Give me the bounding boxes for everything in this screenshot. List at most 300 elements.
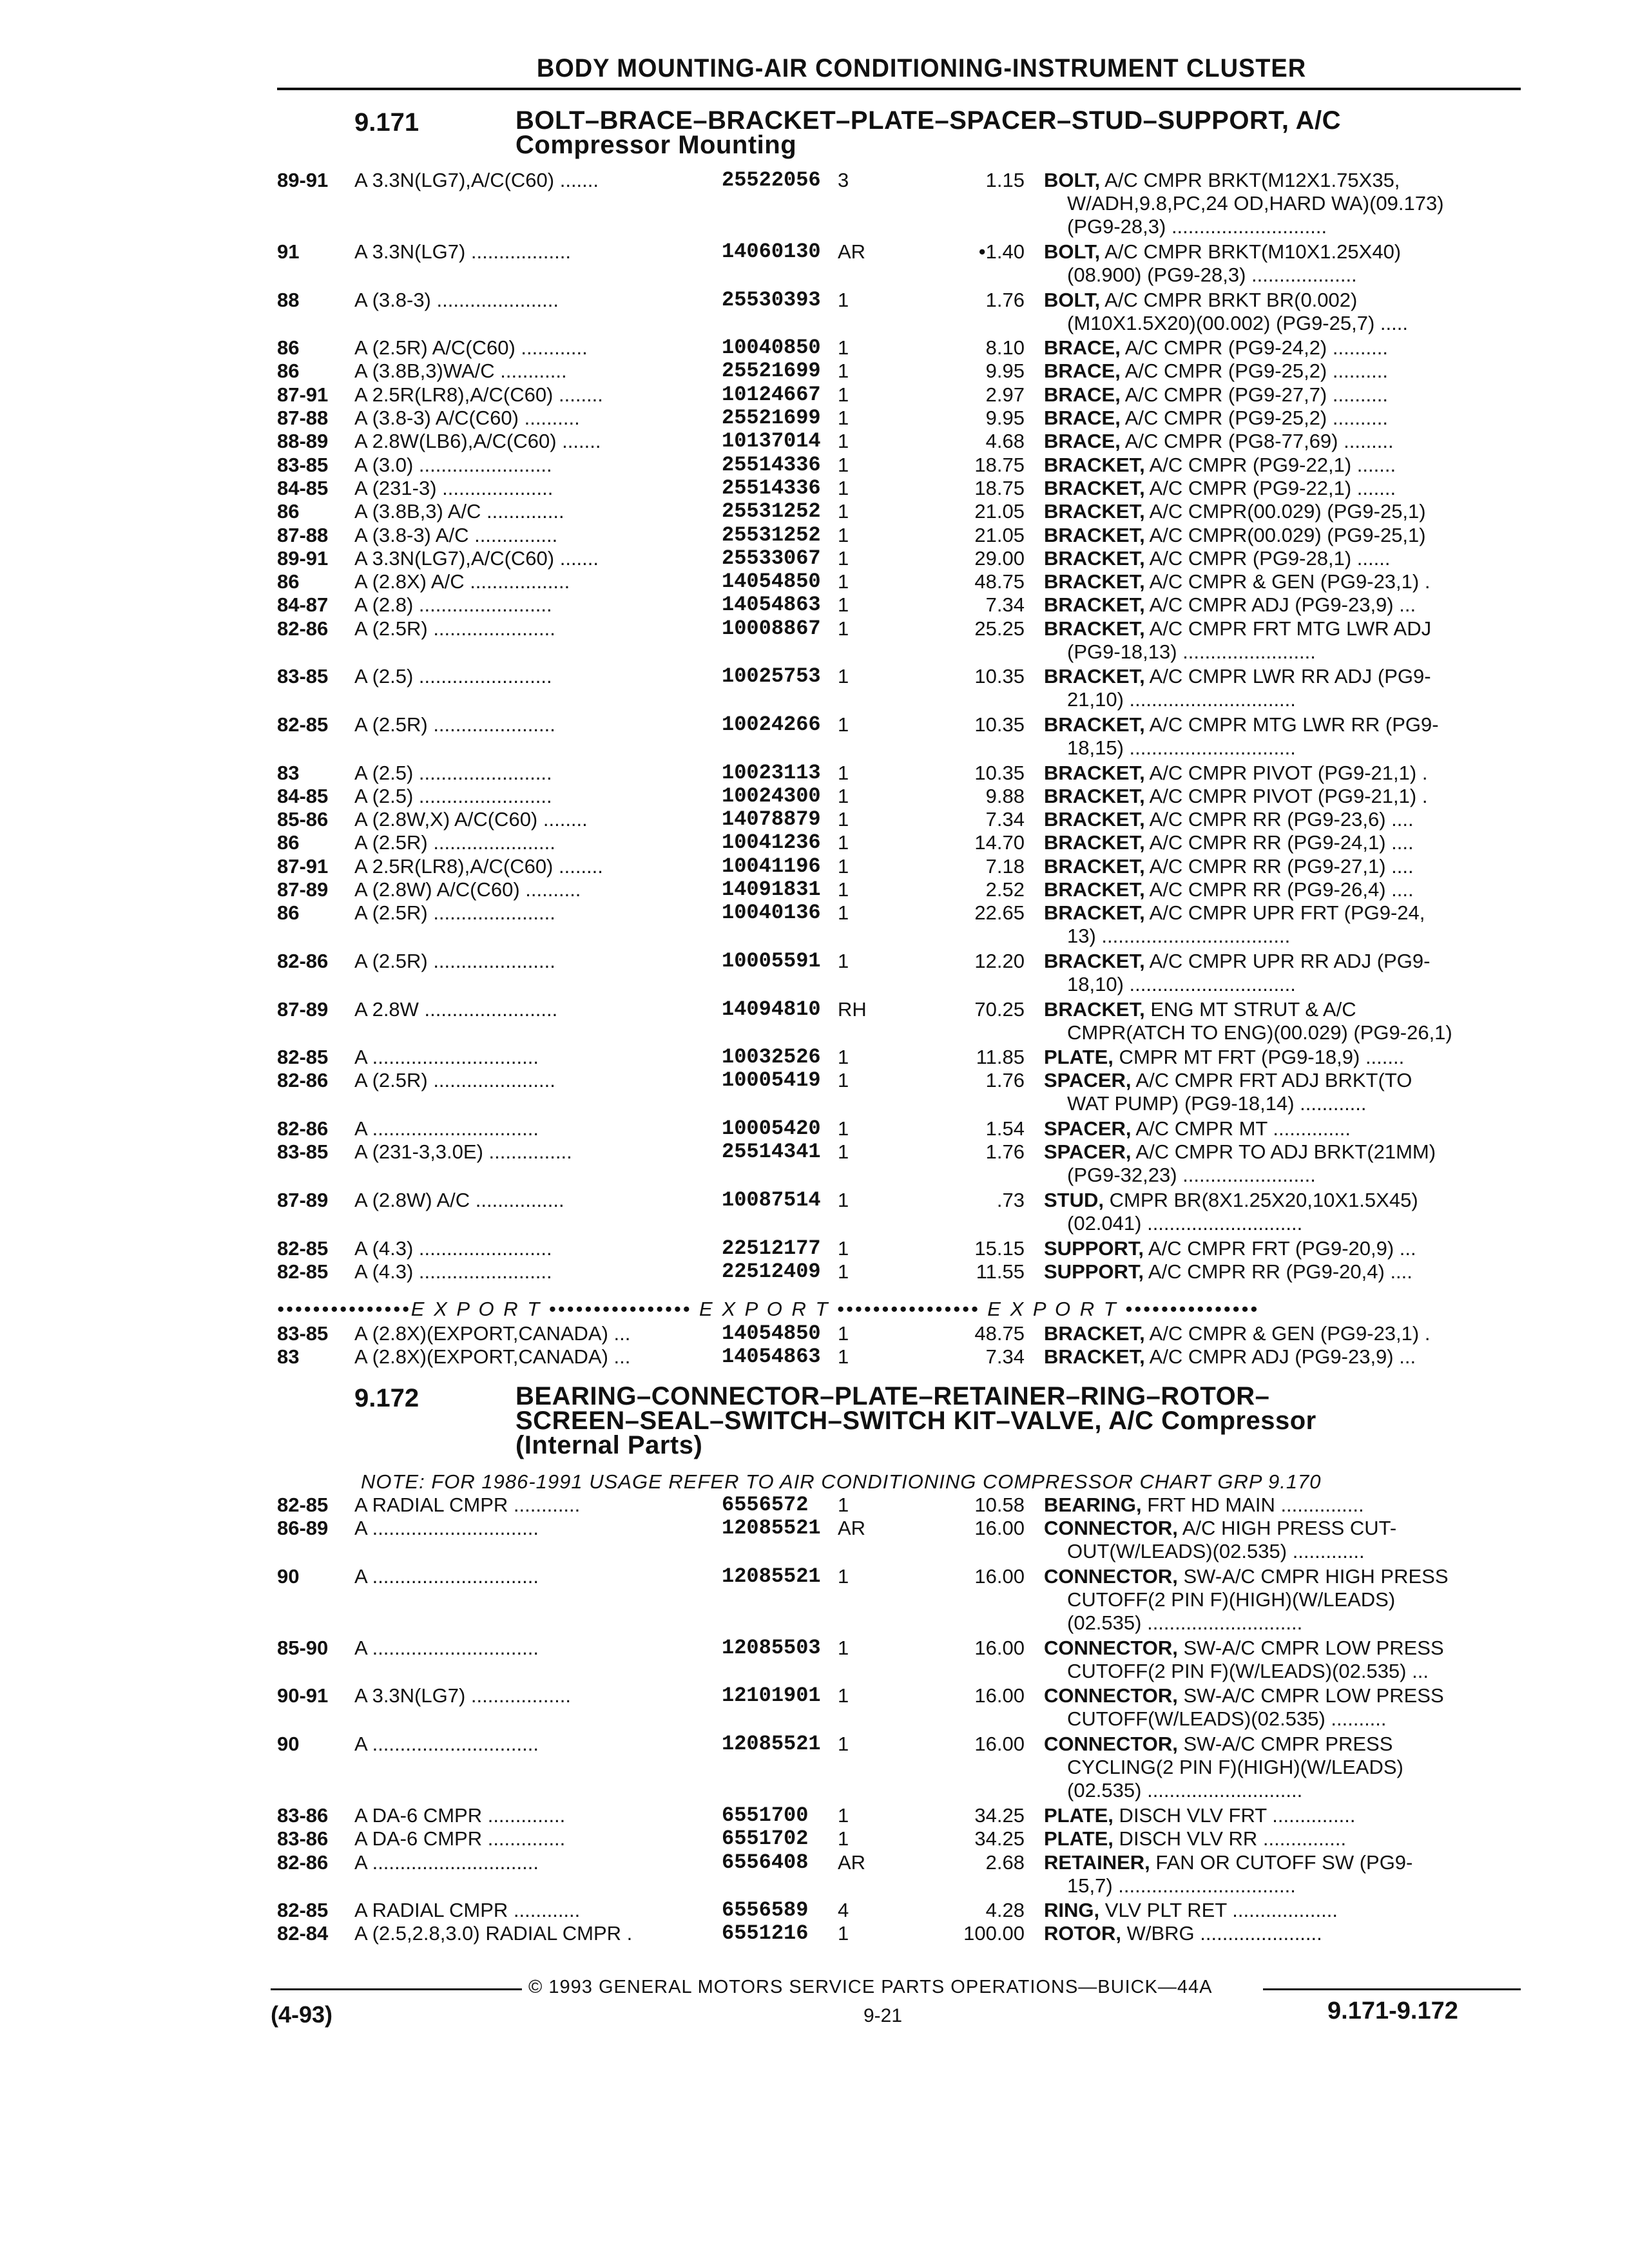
table-row <box>277 336 1566 360</box>
part-number: 14054850 <box>722 1321 821 1345</box>
price: 4.68 <box>985 430 1025 453</box>
model-years: 82-85 <box>277 1236 329 1260</box>
part-name-description <box>1044 1117 1547 1140</box>
price: 21.05 <box>974 500 1025 523</box>
quantity: 1 <box>838 570 849 593</box>
description-line: BRACE, A/C CMPR (PG9-27,7) .......... <box>1044 383 1388 406</box>
part-name-description <box>1044 762 1547 785</box>
usage-description: A (4.3) ........................ <box>354 1260 552 1283</box>
description-line: BRACKET, A/C CMPR & GEN (PG9-23,1) . <box>1044 1322 1431 1345</box>
part-name-description <box>1044 950 1547 996</box>
quantity: 1 <box>838 1803 849 1827</box>
quantity: 1 <box>838 831 849 854</box>
part-name-description <box>1044 500 1547 523</box>
description-line: CUTOFF(2 PIN F)(HIGH)(W/LEADS) <box>1067 1588 1396 1611</box>
quantity: AR <box>838 1850 866 1874</box>
price: 1.76 <box>985 1069 1025 1092</box>
part-number: 6551216 <box>722 1921 809 1946</box>
title-rule <box>277 88 1521 90</box>
model-years: 86 <box>277 500 300 523</box>
description-line: PLATE, DISCH VLV RR ............... <box>1044 1827 1347 1850</box>
description-line: OUT(W/LEADS)(02.535) ............. <box>1067 1540 1365 1563</box>
part-number: 14060130 <box>722 239 821 264</box>
table-row <box>277 1322 1566 1345</box>
page-title: BODY MOUNTING-AIR CONDITIONING-INSTRUMENT CLUSTER <box>536 54 1307 82</box>
part-name-description <box>1044 1922 1547 1945</box>
table-row <box>277 1565 1566 1635</box>
model-years: 86 <box>277 831 300 854</box>
model-years: 83-86 <box>277 1827 329 1850</box>
usage-description: A .............................. <box>354 1517 539 1540</box>
quantity: 1 <box>838 430 849 453</box>
usage-description: A (2.8W,X) A/C(C60) ........ <box>354 808 588 831</box>
price: 18.75 <box>974 453 1025 476</box>
price: 9.95 <box>985 360 1025 383</box>
quantity: 1 <box>838 713 849 736</box>
price: 48.75 <box>974 1322 1025 1345</box>
part-name-description <box>1044 1345 1547 1369</box>
description-line: BRACKET, A/C CMPR & GEN (PG9-23,1) . <box>1044 570 1431 593</box>
part-name-description <box>1044 1851 1547 1898</box>
price: 2.68 <box>985 1850 1025 1874</box>
usage-description: A (2.5) ........................ <box>354 784 552 807</box>
table-row <box>277 998 1566 1045</box>
description-line: (M10X1.5X20)(00.002) (PG9-25,7) ..... <box>1067 311 1408 334</box>
model-years: 82-85 <box>277 1046 329 1069</box>
part-number: 25531252 <box>722 499 821 524</box>
usage-description: A .............................. <box>354 1046 539 1069</box>
part-number: 10032526 <box>722 1045 821 1070</box>
model-years: 89-91 <box>277 546 329 570</box>
part-number: 10023113 <box>722 760 821 785</box>
description-line: SPACER, A/C CMPR TO ADJ BRKT(21MM) <box>1044 1140 1436 1164</box>
part-number: 25522056 <box>722 168 821 192</box>
quantity: 1 <box>838 1322 849 1345</box>
model-years: 84-85 <box>277 476 329 499</box>
description-line: SUPPORT, A/C CMPR RR (PG9-20,4) .... <box>1044 1260 1412 1283</box>
model-years: 82-85 <box>277 1260 329 1283</box>
usage-description: A RADIAL CMPR ............ <box>354 1899 581 1922</box>
table-row <box>277 617 1566 664</box>
description-line: (02.041) ............................ <box>1067 1211 1303 1235</box>
table-row <box>277 430 1566 453</box>
description-line: BOLT, A/C CMPR BRKT(M10X1.25X40) <box>1044 240 1402 263</box>
usage-description: A RADIAL CMPR ............ <box>354 1494 581 1516</box>
table-row <box>277 289 1566 336</box>
usage-description: A (231-3) .................... <box>354 476 554 499</box>
price: 2.97 <box>985 383 1025 406</box>
footer-date: (4-93) <box>271 2001 333 2028</box>
price: .73 <box>996 1188 1025 1211</box>
quantity: 1 <box>838 617 849 640</box>
usage-description: A 3.3N(LG7),A/C(C60) ....... <box>354 546 599 570</box>
model-years: 82-84 <box>277 1922 329 1945</box>
description-line: BRACKET, A/C CMPR (PG9-28,1) ...... <box>1044 546 1391 570</box>
part-number: 25514336 <box>722 476 821 500</box>
model-years: 83-86 <box>277 1803 329 1827</box>
usage-note: NOTE: FOR 1986-1991 USAGE REFER TO AIR CONDITIONING COMPRESSOR CHART GRP 9.170 <box>361 1470 1322 1493</box>
description-line: BRACKET, A/C CMPR(00.029) (PG9-25,1) <box>1044 500 1426 523</box>
quantity: 1 <box>838 1046 849 1069</box>
footer-rule-left <box>271 1988 522 1990</box>
part-name-description <box>1044 1804 1547 1827</box>
description-line: BRACKET, A/C CMPR MTG LWR RR (PG9- <box>1044 713 1439 736</box>
part-number: 25530393 <box>722 287 821 312</box>
part-number: 14094810 <box>722 997 821 1021</box>
part-name-description <box>1044 1069 1547 1115</box>
table-row <box>277 808 1566 831</box>
model-years: 86 <box>277 336 300 360</box>
description-line: STUD, CMPR BR(8X1.25X20,10X1.5X45) <box>1044 1188 1418 1211</box>
usage-description: A (231-3,3.0E) ............... <box>354 1140 572 1164</box>
price: 1.54 <box>985 1117 1025 1140</box>
section-title: BOLT–BRACE–BRACKET–PLATE–SPACER–STUD–SUPPORT, A/C Compressor Mounting <box>516 106 1341 159</box>
price: 10.35 <box>974 713 1025 736</box>
description-line: BRACKET, A/C CMPR RR (PG9-24,1) .... <box>1044 831 1414 854</box>
price: 18.75 <box>974 476 1025 499</box>
table-row <box>277 454 1566 477</box>
part-number: 10041236 <box>722 831 821 855</box>
model-years: 90 <box>277 1564 300 1588</box>
price: 7.34 <box>985 593 1025 617</box>
model-years: 86-89 <box>277 1517 329 1540</box>
description-line: CONNECTOR, SW-A/C CMPR HIGH PRESS <box>1044 1564 1449 1588</box>
quantity: 1 <box>838 1069 849 1092</box>
table-row <box>277 1733 1566 1803</box>
description-line: BRACE, A/C CMPR (PG9-25,2) .......... <box>1044 407 1388 429</box>
quantity: 1 <box>838 1345 849 1369</box>
description-line: (PG9-28,3) ............................ <box>1067 215 1327 238</box>
model-years: 83 <box>277 761 300 784</box>
quantity: AR <box>838 1517 866 1540</box>
part-name-description <box>1044 1260 1547 1283</box>
price: 21.05 <box>974 523 1025 546</box>
part-number: 6551700 <box>722 1803 809 1827</box>
price: 25.25 <box>974 617 1025 640</box>
part-number: 12085521 <box>722 1564 821 1588</box>
model-years: 82-85 <box>277 713 329 736</box>
part-name-description <box>1044 855 1547 878</box>
part-name-description <box>1044 289 1547 335</box>
part-number: 10024266 <box>722 712 821 736</box>
part-number: 12085521 <box>722 1732 821 1756</box>
description-line: RETAINER, FAN OR CUTOFF SW (PG9- <box>1044 1850 1413 1874</box>
usage-description: A (2.5,2.8,3.0) RADIAL CMPR . <box>354 1922 633 1945</box>
model-years: 82-85 <box>277 1899 329 1922</box>
footer-page-number: 9-21 <box>863 2005 903 2026</box>
price: 1.76 <box>985 1140 1025 1164</box>
price: 100.00 <box>963 1922 1025 1945</box>
quantity: 1 <box>838 1260 849 1283</box>
part-number: 14054850 <box>722 570 821 594</box>
part-name-description <box>1044 454 1547 477</box>
part-number: 25531252 <box>722 523 821 547</box>
quantity: 1 <box>838 1140 849 1164</box>
description-line: BRACKET, ENG MT STRUT & A/C <box>1044 997 1356 1021</box>
quantity: 1 <box>838 949 849 972</box>
table-row <box>277 1922 1566 1945</box>
part-name-description <box>1044 1189 1547 1235</box>
description-line: 21,10) .............................. <box>1067 688 1296 711</box>
model-years: 87-89 <box>277 878 329 901</box>
price: 14.70 <box>974 831 1025 854</box>
price: 8.10 <box>985 336 1025 360</box>
quantity: 1 <box>838 1922 849 1945</box>
usage-description: A DA-6 CMPR .............. <box>354 1827 566 1850</box>
part-name-description <box>1044 360 1547 383</box>
table-row <box>277 500 1566 523</box>
table-row <box>277 1494 1566 1517</box>
description-line: BOLT, A/C CMPR BRKT BR(0.002) <box>1044 288 1358 311</box>
description-line: BRACKET, A/C CMPR UPR FRT (PG9-24, <box>1044 901 1425 925</box>
description-line: BRACE, A/C CMPR (PG9-25,2) .......... <box>1044 360 1388 383</box>
quantity: 1 <box>838 665 849 688</box>
description-line: SPACER, A/C CMPR FRT ADJ BRKT(TO <box>1044 1069 1412 1092</box>
model-years: 83-85 <box>277 1140 329 1164</box>
quantity: 1 <box>838 288 849 311</box>
footer-rule-right <box>1263 1988 1521 1990</box>
part-number: 6556589 <box>722 1898 809 1923</box>
table-row <box>277 1069 1566 1116</box>
part-name-description <box>1044 1046 1547 1069</box>
description-line: BRACE, A/C CMPR (PG9-24,2) .......... <box>1044 336 1388 360</box>
usage-description: A 2.5R(LR8),A/C(C60) ........ <box>354 854 603 878</box>
price: 9.88 <box>985 784 1025 807</box>
part-number: 25514341 <box>722 1140 821 1164</box>
usage-description: A .............................. <box>354 1564 539 1588</box>
description-line: W/ADH,9.8,PC,24 OD,HARD WA)(09.173) <box>1067 192 1444 215</box>
quantity: 1 <box>838 784 849 807</box>
model-years: 85-86 <box>277 808 329 831</box>
table-row <box>277 901 1566 948</box>
quantity: 1 <box>838 878 849 901</box>
part-name-description <box>1044 665 1547 711</box>
price: 34.25 <box>974 1827 1025 1850</box>
price: 10.58 <box>974 1494 1025 1516</box>
description-line: PLATE, DISCH VLV FRT ............... <box>1044 1803 1356 1827</box>
usage-description: A (3.8-3) ...................... <box>354 288 559 311</box>
section-9-172-heading <box>277 1384 1566 1474</box>
part-number: 25521699 <box>722 359 821 383</box>
part-name-description <box>1044 1237 1547 1260</box>
quantity: 1 <box>838 593 849 617</box>
usage-description: A 3.3N(LG7) .................. <box>354 1684 571 1707</box>
part-number: 22512177 <box>722 1236 821 1260</box>
usage-description: A (3.8-3) A/C(C60) .......... <box>354 407 580 429</box>
quantity: 1 <box>838 1636 849 1659</box>
price: 29.00 <box>974 546 1025 570</box>
price: 16.00 <box>974 1517 1025 1540</box>
usage-description: A 2.5R(LR8),A/C(C60) ........ <box>354 383 603 406</box>
model-years: 87-89 <box>277 997 329 1021</box>
part-number: 14078879 <box>722 807 821 832</box>
part-number: 10024300 <box>722 783 821 808</box>
section-title: BEARING–CONNECTOR–PLATE–RETAINER–RING–ROTOR– SCREEN–SEAL–SWITCH–SWITCH KIT–VALVE, A/C Compressor (Internal Parts) <box>516 1382 1316 1459</box>
part-number: 12085521 <box>722 1516 821 1541</box>
usage-description: A (3.0) ........................ <box>354 453 552 476</box>
part-number: 6556408 <box>722 1850 809 1874</box>
description-line: (08.900) (PG9-28,3) ................... <box>1067 263 1357 286</box>
part-name-description <box>1044 1827 1547 1850</box>
usage-description: A DA-6 CMPR .............. <box>354 1803 566 1827</box>
quantity: 1 <box>838 1827 849 1850</box>
part-number: 10137014 <box>722 429 821 454</box>
model-years: 82-85 <box>277 1494 329 1516</box>
table-row <box>277 950 1566 997</box>
table-row <box>277 878 1566 901</box>
part-name-description <box>1044 998 1547 1044</box>
description-line: BOLT, A/C CMPR BRKT(M12X1.75X35, <box>1044 169 1400 191</box>
table-row <box>277 1140 1566 1187</box>
footer-copyright: © 1993 GENERAL MOTORS SERVICE PARTS OPERATIONS—BUICK—44A <box>528 1977 1213 1997</box>
table-row <box>277 831 1566 854</box>
description-line: CUTOFF(W/LEADS)(02.535) .......... <box>1067 1707 1387 1731</box>
description-line: BRACKET, A/C CMPR ADJ (PG9-23,9) ... <box>1044 593 1416 617</box>
usage-description: A (2.5R) ...................... <box>354 949 555 972</box>
quantity: 1 <box>838 453 849 476</box>
part-name-description <box>1044 808 1547 831</box>
usage-description: A (2.5) ........................ <box>354 665 552 688</box>
quantity: RH <box>838 997 867 1021</box>
part-number: 10005419 <box>722 1068 821 1093</box>
quantity: 1 <box>838 1564 849 1588</box>
part-number: 10087514 <box>722 1187 821 1212</box>
part-name-description <box>1044 785 1547 808</box>
price: 7.34 <box>985 1345 1025 1369</box>
description-line: WAT PUMP) (PG9-18,14) ............ <box>1067 1092 1367 1115</box>
quantity: 1 <box>838 854 849 878</box>
part-number: 14054863 <box>722 593 821 617</box>
part-name-description <box>1044 240 1547 287</box>
description-line: ROTOR, W/BRG ...................... <box>1044 1922 1322 1945</box>
part-number: 6556572 <box>722 1493 809 1517</box>
description-line: CONNECTOR, SW-A/C CMPR LOW PRESS <box>1044 1684 1444 1707</box>
quantity: 1 <box>838 546 849 570</box>
part-name-description <box>1044 1899 1547 1922</box>
quantity: 1 <box>838 1733 849 1755</box>
quantity: AR <box>838 240 866 263</box>
price: 4.28 <box>985 1899 1025 1922</box>
part-number: 10124667 <box>722 382 821 407</box>
part-name-description <box>1044 570 1547 593</box>
description-line: SPACER, A/C CMPR MT .............. <box>1044 1117 1351 1140</box>
model-years: 90-91 <box>277 1684 329 1707</box>
quantity: 1 <box>838 1494 849 1516</box>
table-row <box>277 1827 1566 1850</box>
part-name-description <box>1044 547 1547 570</box>
part-number: 10025753 <box>722 664 821 689</box>
description-line: 18,15) .............................. <box>1067 736 1296 759</box>
description-line: CYCLING(2 PIN F)(HIGH)(W/LEADS) <box>1067 1756 1403 1778</box>
export-divider: •••••••••••••••E X P O R T •••••••••••••••• E X P O R T •••••••••••••••• E X P O R T ••••••••••••••• <box>277 1298 1260 1320</box>
price: 70.25 <box>974 997 1025 1021</box>
description-line: (PG9-18,13) ........................ <box>1067 640 1316 663</box>
quantity: 1 <box>838 1684 849 1707</box>
quantity: 1 <box>838 1188 849 1211</box>
description-line: BRACKET, A/C CMPR RR (PG9-26,4) .... <box>1044 878 1414 901</box>
price: 16.00 <box>974 1636 1025 1659</box>
price: 11.55 <box>976 1260 1025 1283</box>
usage-description: A (3.8B,3) A/C .............. <box>354 500 564 523</box>
table-row <box>277 1046 1566 1069</box>
table-row <box>277 169 1566 239</box>
table-row <box>277 570 1566 593</box>
description-line: BRACKET, A/C CMPR RR (PG9-27,1) .... <box>1044 854 1414 878</box>
description-line: BRACE, A/C CMPR (PG8-77,69) ......... <box>1044 430 1394 453</box>
part-number: 25514336 <box>722 452 821 477</box>
usage-description: A (2.5R) A/C(C60) ............ <box>354 336 588 360</box>
quantity: 1 <box>838 476 849 499</box>
part-number: 10005420 <box>722 1117 821 1140</box>
table-row <box>277 785 1566 808</box>
part-name-description <box>1044 169 1547 238</box>
part-name-description <box>1044 1565 1547 1635</box>
part-name-description <box>1044 1140 1547 1187</box>
part-name-description <box>1044 1684 1547 1731</box>
table-row <box>277 855 1566 878</box>
part-name-description <box>1044 593 1547 617</box>
usage-description: A (4.3) ........................ <box>354 1236 552 1260</box>
description-line: (PG9-32,23) ........................ <box>1067 1164 1316 1187</box>
description-line: BRACKET, A/C CMPR UPR RR ADJ (PG9- <box>1044 949 1431 972</box>
usage-description: A (2.8X)(EXPORT,CANADA) ... <box>354 1322 631 1345</box>
table-row <box>277 1237 1566 1260</box>
price: 16.00 <box>974 1684 1025 1707</box>
usage-description: A (2.5R) ...................... <box>354 617 555 640</box>
part-number: 12085503 <box>722 1635 821 1660</box>
model-years: 88-89 <box>277 430 329 453</box>
price: •1.40 <box>978 240 1025 263</box>
usage-description: A (2.5R) ...................... <box>354 1069 555 1092</box>
table-row <box>277 762 1566 785</box>
price: 9.95 <box>985 407 1025 429</box>
usage-description: A 2.8W(LB6),A/C(C60) ....... <box>354 430 601 453</box>
usage-description: A (2.8) ........................ <box>354 593 552 617</box>
description-line: BRACKET, A/C CMPR PIVOT (PG9-21,1) . <box>1044 784 1428 807</box>
usage-description: A 3.3N(LG7) .................. <box>354 240 571 263</box>
price: 10.35 <box>974 665 1025 688</box>
usage-description: A (2.8X)(EXPORT,CANADA) ... <box>354 1345 631 1369</box>
model-years: 88 <box>277 288 300 311</box>
price: 10.35 <box>974 761 1025 784</box>
table-row <box>277 1117 1566 1140</box>
part-name-description <box>1044 477 1547 500</box>
description-line: PLATE, CMPR MT FRT (PG9-18,9) ....... <box>1044 1046 1405 1069</box>
description-line: BEARING, FRT HD MAIN ............... <box>1044 1494 1364 1516</box>
usage-description: A .............................. <box>354 1636 539 1659</box>
quantity: 1 <box>838 901 849 925</box>
section-9-171-heading <box>277 108 1566 166</box>
part-number: 25533067 <box>722 546 821 570</box>
price: 7.18 <box>985 854 1025 878</box>
price: 15.15 <box>974 1236 1025 1260</box>
part-name-description <box>1044 901 1547 948</box>
price: 1.15 <box>985 169 1025 191</box>
usage-description: A (2.5R) ...................... <box>354 831 555 854</box>
table-row <box>277 665 1566 712</box>
price: 16.00 <box>974 1733 1025 1755</box>
table-row <box>277 1517 1566 1564</box>
usage-description: A (3.8-3) A/C ............... <box>354 523 558 546</box>
part-name-description <box>1044 336 1547 360</box>
price: 11.85 <box>976 1046 1025 1069</box>
table-row <box>277 1684 1566 1731</box>
table-row <box>277 1851 1566 1898</box>
model-years: 84-87 <box>277 593 329 617</box>
part-number: 12101901 <box>722 1684 821 1708</box>
usage-description: A (2.5R) ...................... <box>354 713 555 736</box>
description-line: 18,10) .............................. <box>1067 972 1296 995</box>
